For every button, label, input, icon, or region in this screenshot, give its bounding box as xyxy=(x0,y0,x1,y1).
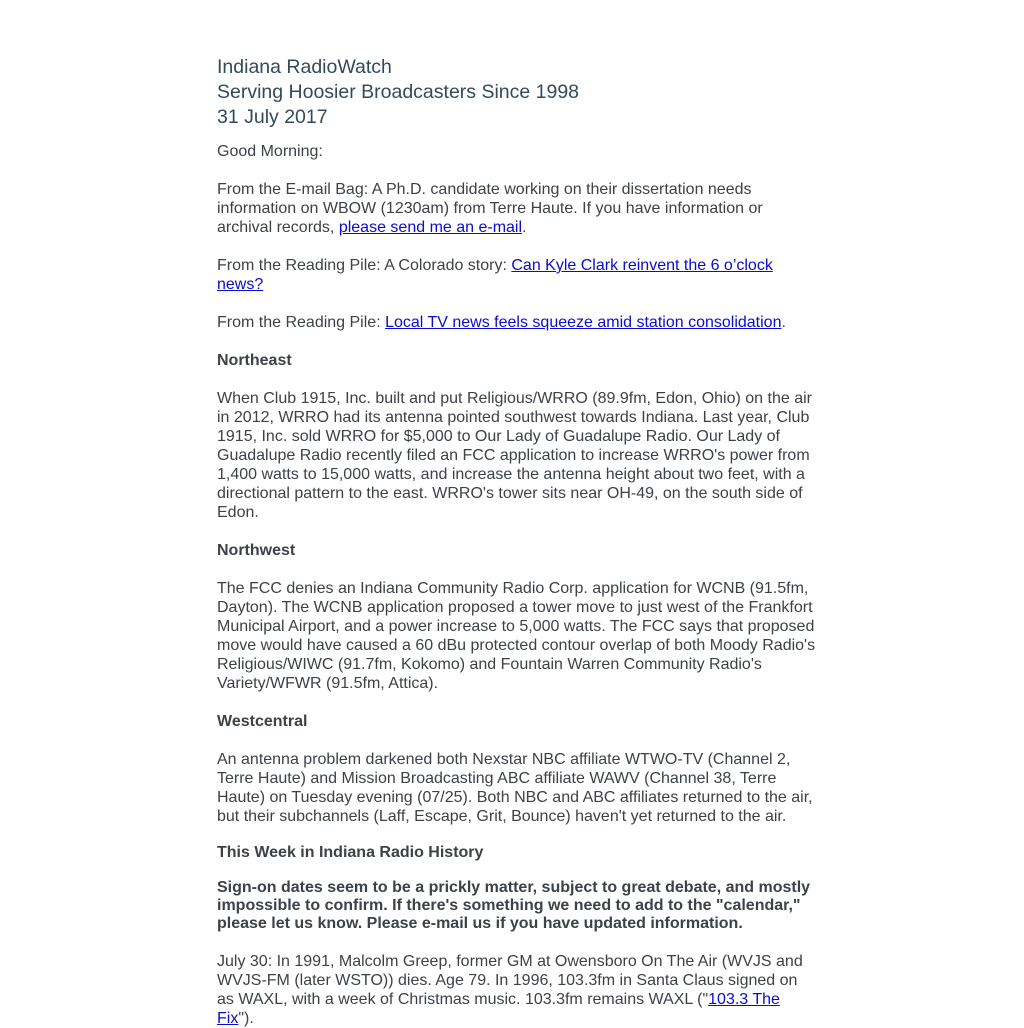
reading-pile-text-1: From the Reading Pile: A Colorado story: xyxy=(217,257,512,274)
email-bag-item xyxy=(217,180,817,237)
reading-pile-item-2 xyxy=(217,313,817,332)
email-bag-after: . xyxy=(522,219,527,236)
reading-pile-item-1 xyxy=(217,256,817,294)
issue-date: 31 July 2017 xyxy=(217,106,328,128)
the-fix-link[interactable]: 103.3 The Fix xyxy=(217,991,780,1027)
northwest-paragraph: The FCC denies an Indiana Community Radio Corp. application for WCNB (91.5fm, Dayton). The WCNB application proposed a tower move to just west of the Frankfort Municipal Airport, and a power increase to 5,000 watts. The FCC says that proposed move would have caused a 60 dBu protected contour overlap of both Moody Radio's Religious/WIWC (91.7fm, Kokomo) and Fountain Warren Community Radio's Variety/WFWR (91.5fm, Attica). xyxy=(217,580,816,692)
history-entry-after: "). xyxy=(238,1010,254,1027)
site-tagline: Serving Hoosier Broadcasters Since 1998 xyxy=(217,81,580,103)
content xyxy=(217,142,817,1028)
kyle-clark-story-link[interactable]: Can Kyle Clark reinvent the 6 o’clock news? xyxy=(217,257,773,293)
local-tv-news-link[interactable]: Local TV news feels squeeze amid station consolidation xyxy=(385,314,782,331)
history-entry xyxy=(217,952,817,1028)
section-heading-northwest: Northwest xyxy=(217,542,296,559)
history-notice: Sign-on dates seem to be a prickly matter, subject to great debate, and mostly impossible to confirm. If there's something we need to add to the "calendar," please let us know. Please e-mail us if you have updated information. xyxy=(217,879,811,932)
reading-pile-after-2: . xyxy=(781,314,786,331)
reading-pile-text-2: From the Reading Pile: xyxy=(217,314,386,331)
newsletter xyxy=(217,55,817,1028)
history-entry-text: July 30: In 1991, Malcolm Greep, former GM at Owensboro On The Air (WVJS and WVJS-FM (later WSTO)) dies. Age 79. In 1996, 103.3fm in Santa Claus signed on as WAXL, with a week of Christmas music. 103.3fm remains WAXL (" xyxy=(217,953,803,1008)
section-heading-westcentral: Westcentral xyxy=(217,713,308,730)
email-bag-text: From the E-mail Bag: A Ph.D. candidate working on their dissertation needs information on WBOW (1230am) from Terre Haute. If you have information or archival records, xyxy=(217,181,763,236)
send-email-link[interactable]: please send me an e-mail xyxy=(338,219,523,236)
westcentral-paragraph: An antenna problem darkened both Nexstar NBC affiliate WTWO-TV (Channel 2, Terre Haute) and Mission Broadcasting ABC affiliate WAWV (Channel 38, Terre Haute) on Tuesday evening (07/25). Both NBC and ABC affiliates returned to the air, but their subchannels (Laff, Escape, Grit, Bounce) haven't yet returned to the air. xyxy=(217,751,813,825)
northeast-paragraph: When Club 1915, Inc. built and put Religious/WRRO (89.9fm, Edon, Ohio) on the air in 2012, WRRO had its antenna pointed southwest towards Indiana. Last year, Club 1915, Inc. sold WRRO for $5,000 to Our Lady of Guadalupe Radio. Our Lady of Guadalupe Radio recently filed an FCC application to increase WRRO's power from 1,400 watts to 15,000 watts, and increase the antenna height about two feet, with a directional pattern to the east. WRRO's tower sits near OH-49, on the south side of Edon. xyxy=(217,390,812,521)
greeting: Good Morning: xyxy=(217,143,323,160)
masthead xyxy=(217,55,817,130)
section-heading-history: This Week in Indiana Radio History xyxy=(217,844,484,861)
site-title: Indiana RadioWatch xyxy=(217,56,392,78)
section-heading-northeast: Northeast xyxy=(217,352,292,369)
